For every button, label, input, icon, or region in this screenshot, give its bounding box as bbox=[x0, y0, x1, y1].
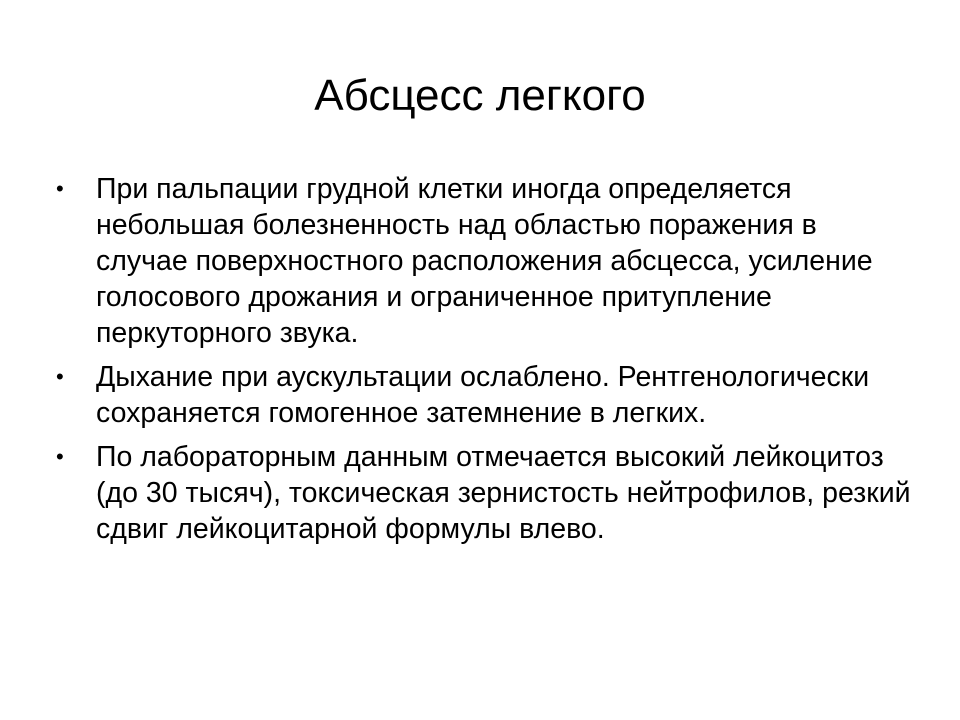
bullet-item bbox=[56, 359, 916, 431]
bullet-text: По лабораторным данным отмечается высокий лейкоцитоз (до 30 тысяч), токсическая зернистость нейтрофилов, резкий сдвиг лейкоцитарной формулы влево. bbox=[96, 441, 911, 545]
bullet-icon: • bbox=[56, 364, 64, 389]
bullet-icon: • bbox=[56, 444, 64, 469]
bullet-text: При пальпации грудной клетки иногда определяется небольшая болезненность над областью поражения в случае поверхностного расположения абсцесса, усиление голосового дрожания и ограниченное притупление перкуторного звука. bbox=[96, 173, 873, 349]
bullet-icon: • bbox=[56, 176, 64, 201]
bullet-list bbox=[56, 171, 916, 555]
slide-title: Абсцесс легкого bbox=[314, 71, 646, 120]
bullet-item bbox=[56, 171, 916, 351]
bullet-item bbox=[56, 439, 916, 547]
bullet-text: Дыхание при аускультации ослаблено. Рентгенологически сохраняется гомогенное затемнение в легких. bbox=[96, 361, 870, 429]
